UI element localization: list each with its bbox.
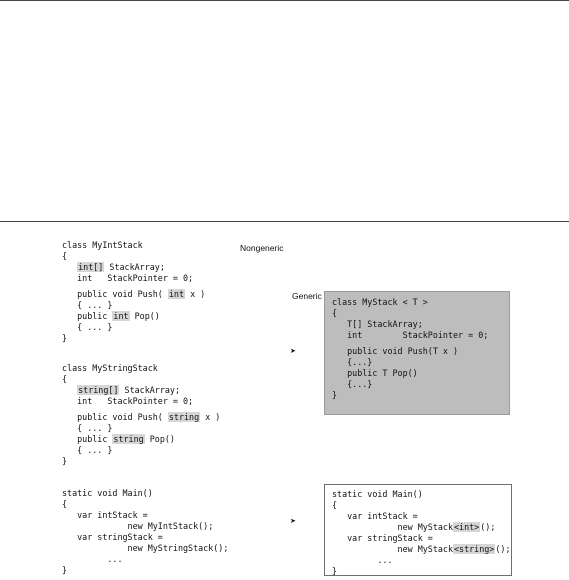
- code-my-stack-generic: [332, 297, 488, 401]
- code-line: }: [332, 390, 338, 400]
- code-line: public T Pop(): [332, 368, 418, 378]
- code-line: int[] StackArray;: [78, 262, 165, 272]
- code-line: string[] StackArray;: [78, 385, 180, 395]
- top-rule: [0, 0, 569, 1]
- code-line: {: [62, 499, 68, 509]
- code-line: {...}: [332, 357, 373, 367]
- code-line: {: [332, 308, 338, 318]
- code-main-nongeneric: [62, 488, 228, 576]
- code-line: {: [62, 251, 68, 261]
- code-line: public void Push(T x ): [332, 346, 459, 356]
- generic-main-box: [324, 484, 512, 576]
- code-my-string-stack: [62, 363, 220, 467]
- code-line: new MyStack<int>();: [332, 522, 496, 532]
- code-line: public void Push( string x ): [62, 412, 221, 422]
- arrow-right-icon: ➤: [290, 347, 296, 355]
- code-line: ...: [62, 554, 123, 564]
- code-main-generic: [332, 489, 511, 577]
- code-line: { ... }: [62, 445, 113, 455]
- code-line: class MyStack < T >: [332, 297, 428, 307]
- code-my-int-stack: [62, 240, 205, 344]
- type-highlight: int: [113, 311, 129, 321]
- code-line: class MyStringStack: [62, 363, 158, 373]
- code-line: new MyIntStack();: [62, 521, 214, 531]
- arrow-right-icon: ➤: [290, 517, 296, 525]
- type-highlight: string: [168, 412, 200, 422]
- code-line: { ... }: [62, 300, 113, 310]
- code-line: class MyIntStack: [62, 240, 143, 250]
- code-line: var stringStack =: [62, 532, 163, 542]
- code-line: public int Pop(): [62, 311, 160, 321]
- code-line: }: [332, 566, 338, 576]
- code-line: { ... }: [62, 322, 113, 332]
- type-highlight: string: [113, 434, 144, 444]
- section-divider: [0, 221, 569, 222]
- type-highlight: int: [168, 289, 185, 299]
- code-line: public string Pop(): [62, 434, 175, 444]
- generic-label: Generic: [292, 291, 322, 301]
- code-line: {: [332, 500, 338, 510]
- code-line: int StackPointer = 0;: [62, 396, 194, 406]
- code-line: T[] StackArray;: [332, 319, 423, 329]
- code-line: { ... }: [62, 423, 113, 433]
- code-line: static void Main(): [332, 489, 423, 499]
- code-line: }: [62, 565, 68, 575]
- code-line: new MyStack<string>();: [332, 544, 511, 554]
- code-line: static void Main(): [62, 488, 153, 498]
- code-line: new MyStringStack();: [62, 543, 229, 553]
- nongeneric-label: Nongeneric: [240, 243, 284, 253]
- code-line: public void Push( int x ): [62, 289, 206, 299]
- code-line: }: [62, 456, 68, 466]
- type-highlight: string[]: [78, 385, 119, 395]
- code-line: {...}: [332, 379, 373, 389]
- type-highlight: <int>: [454, 522, 480, 532]
- type-highlight: <string>: [454, 544, 495, 554]
- code-line: }: [62, 333, 68, 343]
- code-line: var stringStack =: [332, 533, 433, 543]
- code-line: var intStack =: [62, 510, 148, 520]
- type-highlight: int[]: [78, 262, 104, 272]
- generic-class-box: [324, 291, 510, 415]
- code-line: ...: [332, 555, 393, 565]
- code-line: int StackPointer = 0;: [62, 273, 194, 283]
- code-line: var intStack =: [332, 511, 418, 521]
- code-line: {: [62, 374, 68, 384]
- code-line: int StackPointer = 0;: [332, 330, 489, 340]
